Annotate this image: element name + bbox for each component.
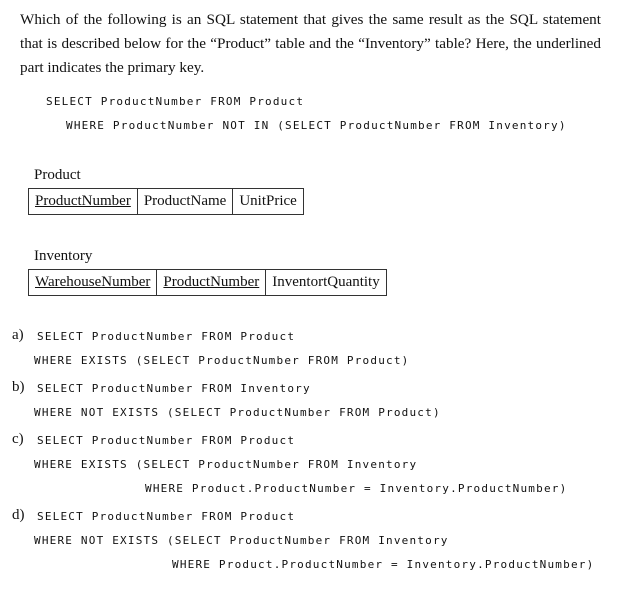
base-sql-line-1: SELECT ProductNumber FROM Product <box>46 95 305 108</box>
product-col-productname: ProductName <box>138 189 233 214</box>
option-c-line-1: SELECT ProductNumber FROM Product <box>37 434 296 447</box>
inventory-schema-table <box>28 269 387 296</box>
product-table-title: Product <box>34 167 81 183</box>
base-sql-line-2: WHERE ProductNumber NOT IN (SELECT ProductNumber FROM Inventory) <box>66 119 567 132</box>
option-a-letter: a) <box>12 327 24 343</box>
option-b-line-1: SELECT ProductNumber FROM Inventory <box>37 382 311 395</box>
option-b-line-2: WHERE NOT EXISTS (SELECT ProductNumber FROM Product) <box>34 406 441 419</box>
option-c-letter: c) <box>12 431 24 447</box>
option-d-line-1: SELECT ProductNumber FROM Product <box>37 510 296 523</box>
option-d-line-2: WHERE NOT EXISTS (SELECT ProductNumber FROM Inventory <box>34 534 449 547</box>
inventory-col-warehousenumber: WarehouseNumber <box>29 270 157 295</box>
product-col-productnumber: ProductNumber <box>29 189 138 214</box>
inventory-col-inventortquantity: InventortQuantity <box>272 274 380 290</box>
option-b-letter: b) <box>12 379 25 395</box>
option-a-line-1: SELECT ProductNumber FROM Product <box>37 330 296 343</box>
option-d-line-3: WHERE Product.ProductNumber = Inventory.ProductNumber) <box>172 558 595 571</box>
option-c-line-2: WHERE EXISTS (SELECT ProductNumber FROM Inventory <box>34 458 418 471</box>
inventory-col-productnumber: ProductNumber <box>157 270 266 295</box>
option-a-line-2: WHERE EXISTS (SELECT ProductNumber FROM Product) <box>34 354 410 367</box>
product-col-unitprice: UnitPrice <box>239 193 297 209</box>
option-d-letter: d) <box>12 507 25 523</box>
inventory-table-title: Inventory <box>34 248 93 264</box>
option-c-line-3: WHERE Product.ProductNumber = Inventory.ProductNumber) <box>145 482 568 495</box>
product-schema-table <box>28 188 304 215</box>
question-text: Which of the following is an SQL statement that gives the same result as the SQL statement that is described below for the “Product” table and the “Inventory” table? Here, the underlined part indicates the primary key. <box>20 11 601 76</box>
